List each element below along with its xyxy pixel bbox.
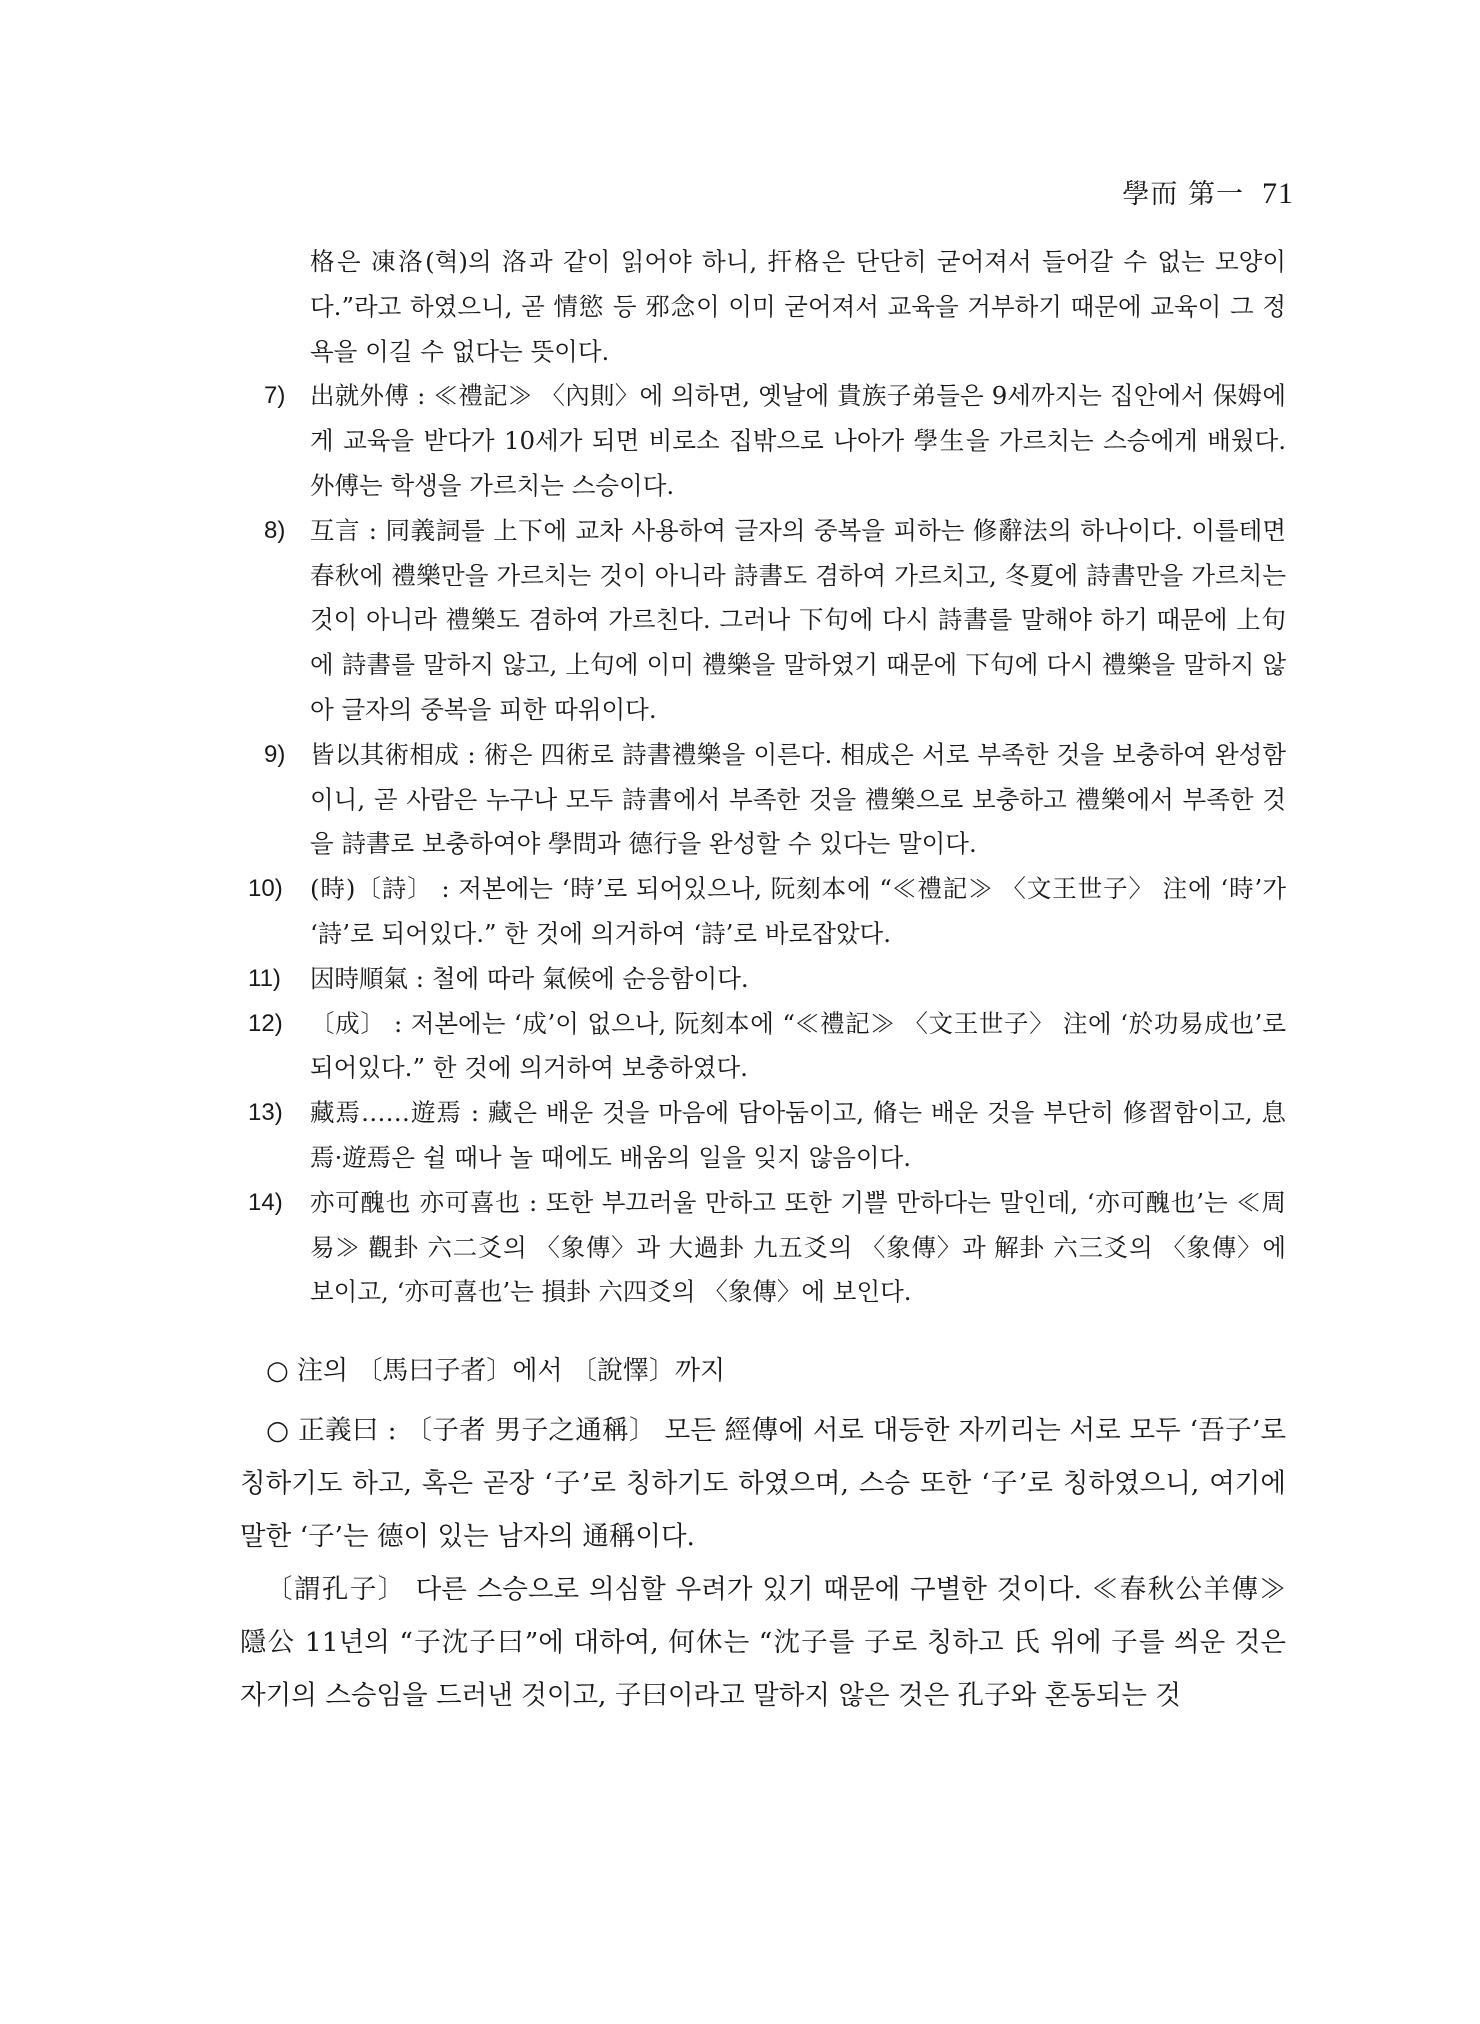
body-paragraph: 〔謂孔子〕 다른 스승으로 의심할 우려가 있기 때문에 구별한 것이다. ≪春秋公羊傳≫ 隱公 11년의 “子沈子曰”에 대하여, 何休는 “沈子를 子로 칭하고 氏 위에 子를 씌운 것은 자기의 스승임을 드러낸 것이고, 子曰이라고 말하지 않은 것은 孔子와 혼동되는 것 (240, 1574, 1286, 1711)
footnote-number: 12) (248, 1009, 283, 1037)
footnote-number: 8) (264, 516, 286, 544)
section-heading: ○ 注의 〔馬曰子者〕에서 〔說懌〕까지 (266, 1356, 726, 1386)
footnote-number: 7) (264, 382, 286, 410)
footnote-text: (時)〔詩〕 : 저본에는 ‘時’로 되어있으나, 阮刻本에 “≪禮記≫ 〈文王世子〉 注에 ‘時’가 ‘詩’로 되어있다.” 한 것에 의거하여 ‘詩’로 바로잡았다. (310, 874, 1286, 948)
footnote-number: 11) (248, 964, 281, 992)
footnote-continuation: 格은 凍洛(혁)의 洛과 같이 읽어야 하니, 扞格은 단단히 굳어져서 들어갈 수 없는 모양이다.”라고 하였으니, 곧 情慾 등 邪念이 이미 굳어져서 교육을 거부하기 때문에 교육이 그 정욕을 이길 수 없다는 뜻이다. (310, 247, 1286, 366)
running-header (1122, 172, 1294, 211)
footnote-number: 14) (248, 1188, 283, 1216)
footnote-text: 出就外傅 : ≪禮記≫ 〈內則〉에 의하면, 옛날에 貴族子弟들은 9세까지는 집안에서 保姆에게 교육을 받다가 10세가 되면 비로소 집밖으로 나아가 學生을 가르치는 스승에게 배웠다. 外傅는 학생을 가르치는 스승이다. (310, 381, 1286, 500)
footnote-number: 10) (248, 875, 283, 903)
footnote-8 (240, 509, 1286, 733)
footnote-9 (240, 733, 1286, 867)
footnote-10 (240, 867, 1286, 957)
footnote-14 (240, 1181, 1286, 1315)
footnote-text: 互言 : 同義詞를 上下에 교차 사용하여 글자의 중복을 피하는 修辭法의 하나이다. 이를테면 春秋에 禮樂만을 가르치는 것이 아니라 詩書도 겸하여 가르치고, 冬夏에 詩書만을 가르치는 것이 아니라 禮樂도 겸하여 가르친다. 그러나 下句에 다시 詩書를 말해야 하기 때문에 上句에 詩書를 말하지 않고, 上句에 이미 禮樂을 말하였기 때문에 下句에 다시 禮樂을 말하지 않아 글자의 중복을 피한 따위이다. (310, 515, 1286, 724)
commentary-body (240, 1350, 1286, 1722)
footnote-number: 13) (248, 1099, 283, 1127)
footnote-text: 因時順氣 : 철에 따라 氣候에 순응함이다. (310, 963, 749, 993)
footnote-text: 皆以其術相成 : 術은 四術로 詩書禮樂을 이른다. 相成은 서로 부족한 것을 보충하여 완성함이니, 곧 사람은 누구나 모두 詩書에서 부족한 것을 禮樂으로 보충하고 禮樂에서 부족한 것을 詩書로 보충하여야 學問과 德行을 완성할 수 있다는 말이다. (310, 739, 1286, 859)
footnote-11 (240, 957, 1286, 1002)
footnote-text: 藏焉……遊焉 : 藏은 배운 것을 마음에 담아둠이고, 脩는 배운 것을 부단히 修習함이고, 息焉·遊焉은 쉴 때나 놀 때에도 배움의 일을 잊지 않음이다. (310, 1098, 1286, 1172)
footnote-text: 〔成〕 : 저본에는 ‘成’이 없으나, 阮刻本에 “≪禮記≫ 〈文王世子〉 注에 ‘於功易成也’로 되어있다.” 한 것에 의거하여 보충하였다. (310, 1008, 1286, 1083)
page-number: 71 (1262, 177, 1294, 210)
footnotes (240, 240, 1286, 1315)
footnote-7 (240, 374, 1286, 508)
footnote-12 (240, 1002, 1286, 1092)
footnote-13 (240, 1091, 1286, 1181)
body-paragraph: ○ 正義曰 : 〔子者 男子之通稱〕 모든 經傳에 서로 대등한 자끼리는 서로 모두 ‘吾子’로 칭하기도 하고, 혹은 곧장 ‘子’로 칭하기도 하였으며, 스승 또한 ‘子’로 칭하였으니, 여기에 말한 ‘子’는 德이 있는 남자의 通稱이다. (240, 1415, 1286, 1552)
chapter-title: 學而 第一 (1122, 179, 1244, 210)
footnote-text: 亦可醜也 亦可喜也 : 또한 부끄러울 만하고 또한 기쁠 만하다는 말인데, ‘亦可醜也’는 ≪周易≫ 觀卦 六二爻의 〈象傳〉과 大過卦 九五爻의 〈象傳〉과 解卦 六三爻의 〈象傳〉에 보이고, ‘亦可喜也’는 損卦 六四爻의 〈象傳〉에 보인다. (310, 1187, 1286, 1307)
footnote-number: 9) (264, 740, 286, 768)
